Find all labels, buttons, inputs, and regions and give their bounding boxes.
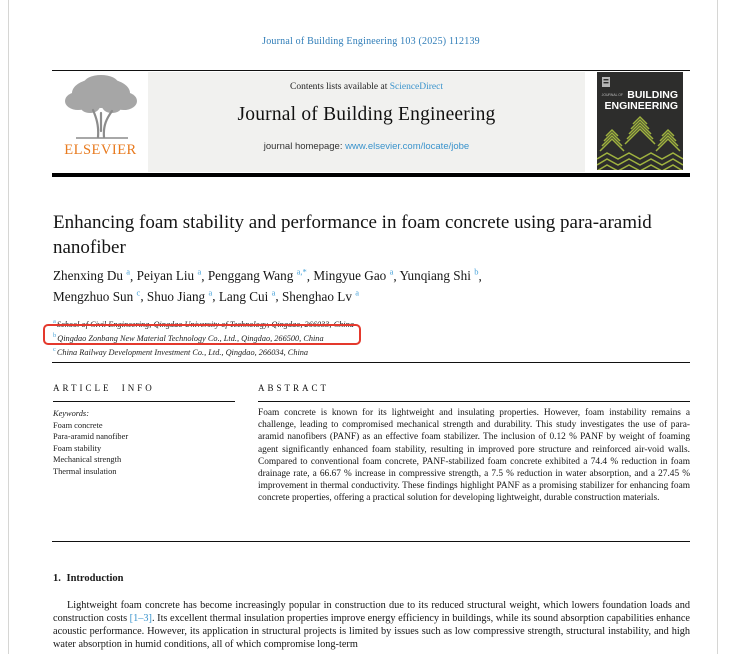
header-bottom-bar xyxy=(52,173,690,177)
intro-text-1: Lightweight foam concrete has become increasingly popular in construction due to its reduced structural weight, which lowers foundation loads and construction costs xyxy=(53,600,690,624)
homepage-line xyxy=(148,141,585,152)
abstract-text: Foam concrete is known for its lightweight and insulating properties. However, foam instability remains a challenge, leading to compromised mechanical strength and durability. This study investigates the use of para-aramid nanofibers (PANF) as an effective foam stabilizer. The inclusion of 0.12 % PANF by weight of foaming agent significantly enhanced foam stability, resulting in improved pore structure and reinforced air-void walls. Compared to conventional foam concrete, PANF-stabilized foam concrete exhibited a 74.4 % reduction in foam drainage rate, a 66.67 % increase in compressive strength, a 7.5 % reduction in water absorption, and a 27.45 % improvement in thermal conductivity. These findings highlight PANF as a promising stabilizer for enhancing foam concrete properties, offering a practical solution for developing lightweight, durable construction materials. xyxy=(258,408,690,504)
keywords-list xyxy=(53,420,243,478)
affiliation: $^a$School of Civil Engineering, Qingdao University of Technology, Qingdao, 266033, China xyxy=(53,318,354,329)
page-edge-left xyxy=(8,0,9,654)
header-top-rule xyxy=(52,70,690,71)
author: Shenghao Lv $^a$ xyxy=(281,287,359,304)
citation-ref-link[interactable]: [1–3] xyxy=(129,612,152,624)
article-title: Enhancing foam stability and performance in foam concrete using para-aramid nanofiber xyxy=(53,212,652,259)
abstract-rule xyxy=(258,401,690,402)
affiliation-highlighted: $^b$Qingdao Zonbang New Material Technology Co., Ltd., Qingdao, 266500, China xyxy=(53,332,324,343)
keyword-item: Foam stability xyxy=(53,443,102,453)
article-info-heading: ARTICLE INFO xyxy=(53,383,155,393)
author: Shuo Jiang $^a$ xyxy=(146,287,213,304)
keyword-item: Para-aramid nanofiber xyxy=(53,432,129,442)
journal-citation[interactable]: Journal of Building Engineering 103 (2025) 112139 xyxy=(262,36,480,47)
author: Mengzhuo Sun $^c$ xyxy=(53,287,141,304)
keyword-item: Foam concrete xyxy=(53,420,103,430)
introduction-paragraph xyxy=(53,600,690,652)
homepage-prefix: journal homepage: xyxy=(263,141,346,152)
journal-cover-thumbnail[interactable] xyxy=(597,72,683,170)
introduction-heading: 1. Introduction xyxy=(53,573,124,584)
intro-text-2: . Its excellent thermal insulation properties improve energy efficiency in buildings, while its sound absorption capabilities enhance acoustic performance. However, its application in structural projects is limited by issues such as low compressive strength, structural instability, and high water absorption in humid conditions, all of which compromise long-term xyxy=(53,612,690,650)
cover-title-line1: BUILDING xyxy=(627,89,678,101)
affiliation-list xyxy=(53,316,673,358)
cover-title-line2: ENGINEERING xyxy=(604,100,678,112)
keywords-block xyxy=(53,408,243,478)
info-top-rule xyxy=(52,362,690,363)
abstract-bottom-rule xyxy=(52,541,690,542)
cover-art xyxy=(597,72,683,170)
elsevier-logo[interactable] xyxy=(54,73,147,172)
homepage-link[interactable]: www.elsevier.com/locate/jobe xyxy=(345,141,470,152)
keyword-item: Thermal insulation xyxy=(53,466,117,476)
elsevier-tree-icon xyxy=(60,73,142,141)
author: Lang Cui $^a$ xyxy=(218,287,276,304)
contents-prefix: Contents lists available at xyxy=(289,82,390,92)
contents-line xyxy=(148,82,585,92)
affiliation: $^c$China Railway Development Investment Co., Ltd., Qingdao, 266034, China xyxy=(53,346,309,357)
cover-journal-of: JOURNAL OF xyxy=(601,93,623,97)
keyword-item: Mechanical strength xyxy=(53,455,122,465)
sciencedirect-link[interactable]: ScienceDirect xyxy=(389,82,443,92)
elsevier-wordmark: ELSEVIER xyxy=(64,142,137,158)
journal-name: Journal of Building Engineering xyxy=(237,104,496,125)
author: Peiyan Liu $^a$ xyxy=(136,267,202,284)
author: Yunqiang Shi $^b$ xyxy=(399,267,479,284)
abstract-heading: ABSTRACT xyxy=(258,383,330,393)
article-info-rule xyxy=(53,401,235,402)
keywords-label: Keywords: xyxy=(53,409,89,418)
author: Penggang Wang $^{a,*}$ xyxy=(207,267,307,284)
page-edge-right xyxy=(717,0,718,654)
author: Zhenxing Du $^a$ xyxy=(53,267,131,284)
journal-banner xyxy=(148,72,585,172)
author-list: Zhenxing Du $^a$, Peiyan Liu $^a$, Penggang Wang $^{a,*}$, Mingyue Gao $^a$, Yunqiang Shi $^b$, Mengzhuo Sun $^c$, Shuo Jiang $^a$, Lang Cui $^a$, Shenghao Lv $^a$ xyxy=(53,267,482,304)
author: Mingyue Gao $^a$ xyxy=(313,267,394,284)
